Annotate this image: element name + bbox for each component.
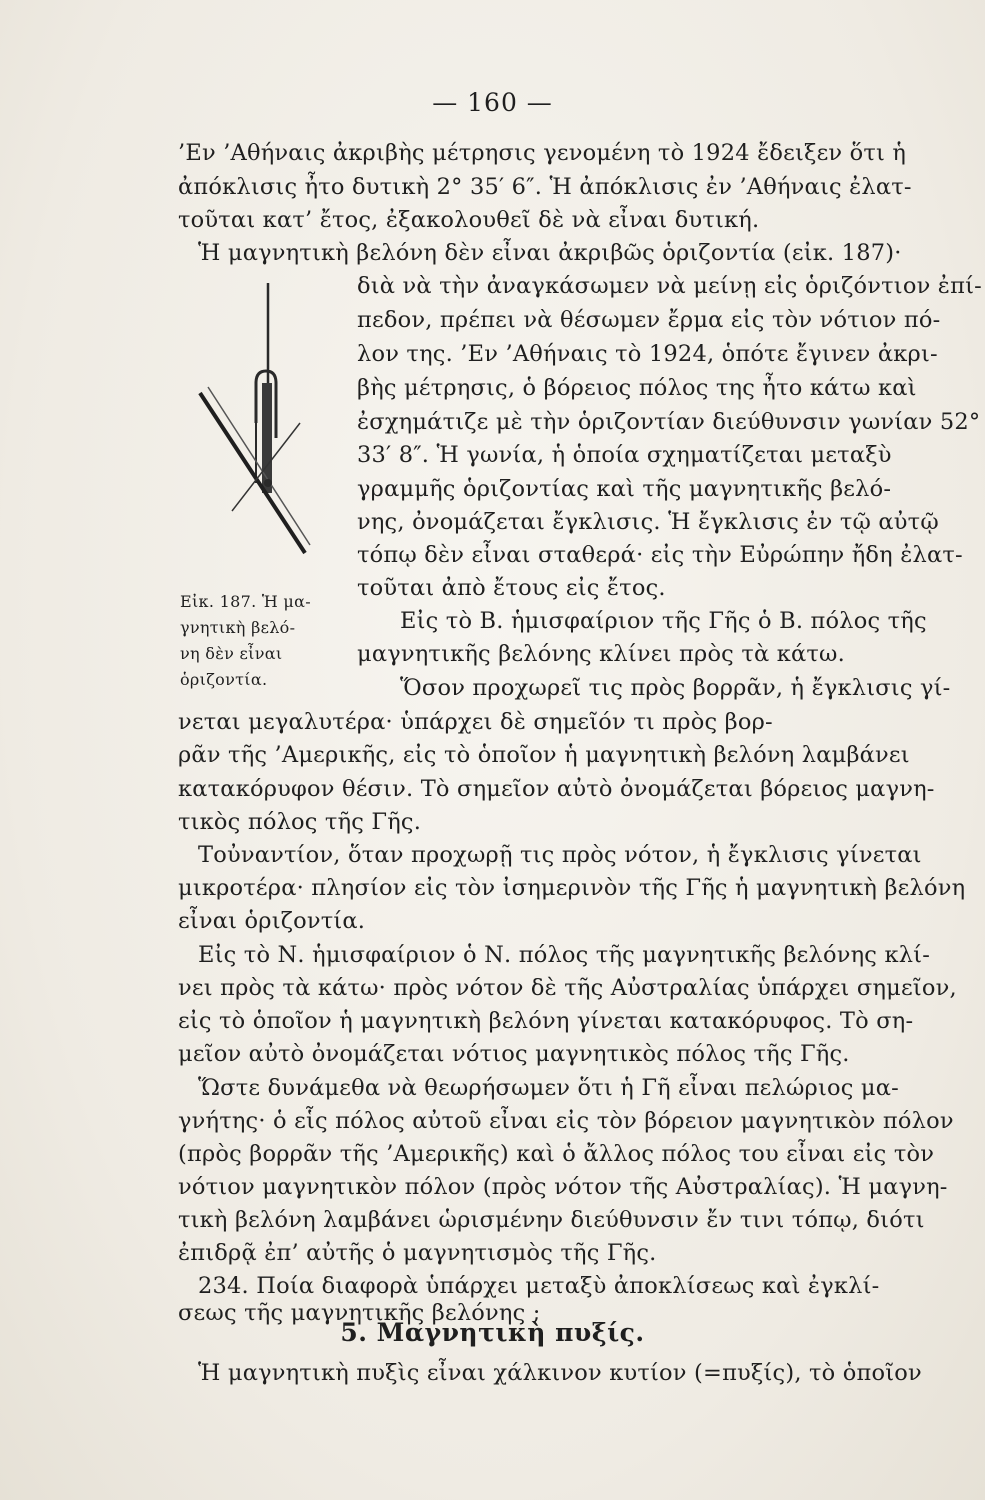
text-line: μικροτέρα· πλησίον εἰς τὸν ἰσημερινὸν τῆς Γῆς ἡ μαγνητικὴ βελόνη <box>178 875 966 901</box>
text-line: (πρὸς βορρᾶν τῆς ’Αμερικῆς) καὶ ὁ ἄλλος πόλος του εἶναι εἰς τὸν <box>178 1141 935 1167</box>
text-line: τικὴ βελόνη λαμβάνει ὡρισμένην διεύθυνσιν ἔν τινι τόπῳ, διότι <box>178 1207 925 1233</box>
text-line: κατακόρυφον θέσιν. Τὸ σημεῖον αὐτὸ ὀνομάζεται βόρειος μαγνη- <box>178 776 935 802</box>
text-line: σεως τῆς μαγνητικῆς βελόνης ; <box>178 1300 541 1326</box>
text-line: ἀπόκλισις ἦτο δυτικὴ 2° 35′ 6″. Ἡ ἀπόκλισις ἐν ’Αθήναις ἐλατ- <box>178 174 912 200</box>
text-line: βὴς μέτρησις, ὁ βόρειος πόλος της ἦτο κάτω καὶ <box>357 375 917 401</box>
text-line: τοῦται κατ’ ἔτος, ἐξακολουθεῖ δὲ νὰ εἶναι δυτική. <box>178 207 760 233</box>
text-line: Ἡ μαγνητικὴ βελόνη δὲν εἶναι ἀκριβῶς ὁριζοντία (εἰκ. 187)· <box>198 240 902 266</box>
text-line: νότιον μαγνητικὸν πόλον (πρὸς νότον τῆς Αὐστραλίας). Ἡ μαγνη- <box>178 1174 948 1200</box>
text-line: μεῖον αὐτὸ ὀνομάζεται νότιος μαγνητικὸς πόλος τῆς Γῆς. <box>178 1041 850 1067</box>
figure-caption: γνητικὴ βελό- <box>180 618 296 637</box>
text-line: Τοὐναντίον, ὅταν προχωρῇ τις πρὸς νότον, ἡ ἔγκλισις γίνεται <box>198 842 922 868</box>
text-line: εἰς τὸ ὁποῖον ἡ μαγνητικὴ βελόνη γίνεται κατακόρυφος. Τὸ ση- <box>178 1008 914 1034</box>
text-line: ἐσχημάτιζε μὲ τὴν ὁριζοντίαν διεύθυνσιν γωνίαν 52° <box>357 409 981 435</box>
text-line: Εἰς τὸ Ν. ἡμισφαίριον ὁ Ν. πόλος τῆς μαγνητικῆς βελόνης κλί- <box>198 942 930 968</box>
text-line: διὰ νὰ τὴν ἀναγκάσωμεν νὰ μείνῃ εἰς ὁριζόντιον ἐπί- <box>357 273 982 299</box>
text-line: γραμμῆς ὁριζοντίας καὶ τῆς μαγνητικῆς βελό- <box>357 476 892 502</box>
text-line: πεδον, πρέπει νὰ θέσωμεν ἔρμα εἰς τὸν νότιον πό- <box>357 307 941 333</box>
figure-caption: νη δὲν εἶναι <box>180 644 283 663</box>
text-line: Ἡ μαγνητικὴ πυξὶς εἶναι χάλκινον κυτίον (=πυξίς), τὸ ὁποῖον <box>198 1360 922 1386</box>
text-line: 234. Ποία διαφορὰ ὑπάρχει μεταξὺ ἀποκλίσεως καὶ ἐγκλί- <box>198 1273 880 1299</box>
page-number: — 160 — <box>432 88 553 117</box>
figure-caption: ὁριζοντία. <box>180 670 268 689</box>
text-line: Ὅσον προχωρεῖ τις πρὸς βορρᾶν, ἡ ἔγκλισις γί- <box>400 675 951 701</box>
text-line: νης, ὀνομάζεται ἔγκλισις. Ἡ ἔγκλισις ἐν τῷ αὐτῷ <box>357 509 939 535</box>
figure-caption: Εἰκ. 187. Ἡ μα- <box>180 592 311 611</box>
text-line: νεται μεγαλυτέρα· ὑπάρχει δὲ σημεῖόν τι πρὸς βορ- <box>178 709 773 735</box>
text-line: νει πρὸς τὰ κάτω· πρὸς νότον δὲ τῆς Αὐστραλίας ὑπάρχει σημεῖον, <box>178 975 957 1001</box>
text-line: 33′ 8″. Ἡ γωνία, ἡ ὁποία σχηματίζεται μεταξὺ <box>357 442 892 468</box>
text-line: ’Εν ’Αθήναις ἀκριβὴς μέτρησις γενομένη τὸ 1924 ἔδειξεν ὅτι ἡ <box>178 140 907 166</box>
text-line: ἐπιδρᾷ ἐπ’ αὐτῆς ὁ μαγνητισμὸς τῆς Γῆς. <box>178 1240 657 1266</box>
text-line: λον της. ’Εν ’Αθήναις τὸ 1924, ὁπότε ἔγινεν ἀκρι- <box>357 341 938 367</box>
text-line: μαγνητικῆς βελόνης κλίνει πρὸς τὰ κάτω. <box>357 641 845 667</box>
text-line: εἶναι ὁριζοντία. <box>178 908 366 934</box>
text-line: ρᾶν τῆς ’Αμερικῆς, εἰς τὸ ὁποῖον ἡ μαγνητικὴ βελόνη λαμβάνει <box>178 742 910 768</box>
magnetic-needle-figure <box>190 283 330 573</box>
text-line: Ὥστε δυνάμεθα νὰ θεωρήσωμεν ὅτι ἡ Γῆ εἶναι πελώριος μα- <box>198 1075 899 1101</box>
text-line: τόπῳ δὲν εἶναι σταθερά· εἰς τὴν Εὐρώπην ἤδη ἐλατ- <box>357 542 963 568</box>
text-line: τικὸς πόλος τῆς Γῆς. <box>178 809 422 835</box>
section-heading: 5. Μαγνητικὴ πυξίς. <box>340 1318 645 1347</box>
text-line: τοῦται ἀπὸ ἔτους εἰς ἔτος. <box>357 575 666 601</box>
text-line: Εἰς τὸ Β. ἡμισφαίριον τῆς Γῆς ὁ Β. πόλος τῆς <box>400 608 927 634</box>
text-line: γνήτης· ὁ εἷς πόλος αὐτοῦ εἶναι εἰς τὸν βόρειον μαγνητικὸν πόλον <box>178 1108 954 1134</box>
